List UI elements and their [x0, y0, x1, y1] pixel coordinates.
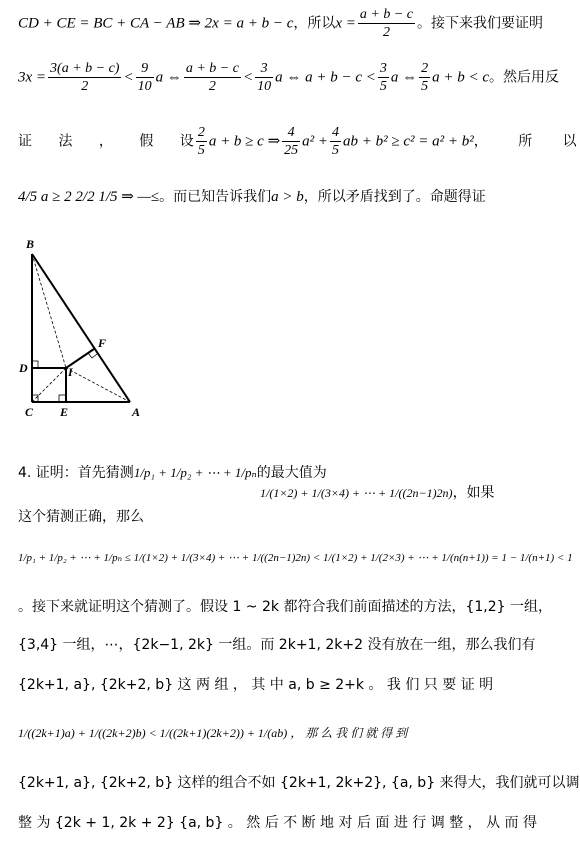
text-segment: 。而已知告诉我们 — [159, 189, 272, 205]
proof4-line-3 — [18, 546, 573, 568]
fraction — [184, 60, 241, 95]
math-expression: 3x = — [18, 69, 47, 86]
text-segment: {3,4} 一组，⋯，{2k−1, 2k} 一组。而 2k+1, 2k+2 没有放在一组，那么我们有 — [18, 637, 536, 653]
fraction-denominator: 5 — [197, 143, 205, 158]
proof-line-2 — [18, 60, 566, 95]
text-segment: 。接下来就证明这个猜测了。假设 1 ~ 2k 都符合我们前面描述的方法，{1,2} 一组， — [18, 599, 552, 615]
text-segment: 4. 证明：首先猜测 — [18, 465, 134, 481]
fraction — [48, 60, 121, 95]
dashed-CI — [32, 368, 66, 402]
vertex-label-B: B — [26, 237, 35, 251]
text-segment: 。接下来我们要证明 — [417, 15, 544, 32]
fraction-numerator: 4 — [332, 125, 340, 140]
proof4-line-1b — [260, 482, 566, 503]
math-expression: a ⇔ — [390, 69, 418, 86]
fraction-numerator: 3 — [379, 61, 387, 76]
math-expression: 1/p₁ + 1/p₂ + ⋯ + 1/pₙ ≤ 1/(1×2) + 1/(3×4) + ⋯ + 1/((2n−1)2n) < 1/(1×2) + 1/(2×3) + ⋯ + 1/(n(n+1)) = 1 − 1/(n+1) < 1 — [18, 552, 573, 564]
fraction-denominator: 10 — [137, 79, 152, 94]
fraction-denominator: 2 — [382, 25, 390, 40]
math-expression: a ⇔ a + b − c < — [275, 69, 376, 86]
proof4-line-6 — [18, 674, 566, 695]
math-expression: 1/(1×2) + 1/(3×4) + ⋯ + 1/((2n−1)2n) — [260, 486, 453, 500]
fraction-numerator: 3(a + b − c) — [50, 61, 120, 76]
point-label-E: E — [60, 405, 69, 419]
math-expression: x = — [335, 15, 356, 32]
text-segment: ，所以矛盾找到了。命题得证 — [303, 189, 486, 205]
proof-line-3 — [18, 124, 577, 159]
fraction-denominator: 10 — [257, 79, 272, 94]
math-expression: a + b ≥ c ⇒ — [208, 133, 281, 150]
fraction-numerator: 3 — [255, 60, 273, 78]
vertex-label-C: C — [25, 405, 34, 419]
proof4-line-1 — [18, 462, 566, 483]
vertex-label-A: A — [132, 405, 141, 419]
math-expression: 1/p₁ + 1/p₂ + ⋯ + 1/pₙ — [133, 465, 257, 480]
text-segment: 。然后用反 — [489, 69, 560, 86]
proof4-line-2 — [18, 506, 566, 527]
fraction — [330, 124, 341, 159]
fraction-denominator: 2 — [81, 79, 89, 94]
proof4-line-8 — [18, 772, 580, 793]
triangle-figure — [18, 234, 158, 424]
fraction-numerator: 2 — [197, 125, 205, 140]
fraction — [196, 124, 207, 159]
point-label-D: D — [19, 361, 28, 375]
proof4-line-5 — [18, 634, 566, 655]
text-segment: 的最大值为 — [256, 465, 327, 481]
text-segment: ，所以 — [293, 15, 336, 32]
fraction-denominator: 2 — [208, 79, 216, 94]
text-segment: ， 所 以 — [473, 133, 577, 150]
text-segment: ，如果 — [452, 485, 495, 501]
right-angle-F — [88, 353, 97, 358]
fraction — [136, 60, 154, 95]
right-angle-E — [59, 395, 66, 402]
text-segment: {2k+1, a}, {2k+2, b} 这 两 组 ， 其 中 a, b ≥ 2+k 。 我 们 只 要 证 明 — [18, 677, 494, 693]
math-expression: 1/((2k+1)a) + 1/((2k+2)b) < 1/((2k+1)(2k+2)) + 1/(ab) ， 那 么 我 们 就 得 到 — [18, 726, 408, 740]
math-expression: < — [123, 69, 134, 86]
dashed-BI — [32, 254, 66, 368]
fraction-denominator: 5 — [421, 79, 429, 94]
text-segment: {2k+1, a}, {2k+2, b} 这样的组合不如 {2k+1, 2k+2}, {a, b} 来得大，我们就可以调 — [18, 775, 580, 791]
fraction-denominator: 5 — [332, 143, 340, 158]
math-expression: a > b — [271, 189, 304, 205]
math-expression: < — [242, 69, 254, 86]
point-label-F: F — [98, 336, 107, 350]
proof4-line-7 — [18, 722, 566, 743]
math-expression: CD + CE = BC + CA − AB ⇒ 2x = a + b − c — [18, 15, 294, 32]
math-expression: a + b < c — [432, 69, 490, 86]
fraction-denominator: 25 — [284, 143, 299, 158]
math-expression: a ⇔ — [155, 69, 182, 86]
fraction — [255, 60, 273, 95]
text-segment: 整 为 {2k + 1, 2k + 2} {a, b} 。 然 后 不 断 地 对 后 面 进 行 调 整 ， 从 而 得 — [18, 815, 538, 831]
math-expression: ab + b² ≥ c² = a² + b² — [343, 133, 474, 150]
proof-line-4 — [18, 186, 566, 207]
fraction-denominator: 5 — [379, 79, 387, 94]
dashed-AI — [66, 368, 130, 402]
text-segment: 这个猜测正确，那么 — [18, 509, 144, 525]
fraction — [378, 60, 389, 95]
text-segment: 证 法 ， 假 设 — [18, 133, 194, 150]
fraction — [358, 6, 415, 41]
math-expression: a² + — [302, 133, 329, 150]
fraction-numerator: a + b − c — [185, 61, 239, 76]
proof-line-1 — [18, 6, 566, 41]
garbled-expression: 4/5 a ≥ 2 2/2 1/5 ⇒ —≤ — [18, 189, 160, 205]
fraction-numerator: 4 — [282, 124, 300, 142]
point-label-I: I — [68, 365, 73, 379]
proof4-line-4 — [18, 596, 566, 617]
fraction — [419, 60, 430, 95]
fraction — [282, 124, 300, 159]
fraction-numerator: 9 — [136, 60, 154, 78]
fraction-numerator: a + b − c — [359, 7, 414, 22]
proof4-line-9 — [18, 812, 566, 833]
side-AB — [32, 254, 130, 402]
fraction-numerator: 2 — [421, 61, 429, 76]
